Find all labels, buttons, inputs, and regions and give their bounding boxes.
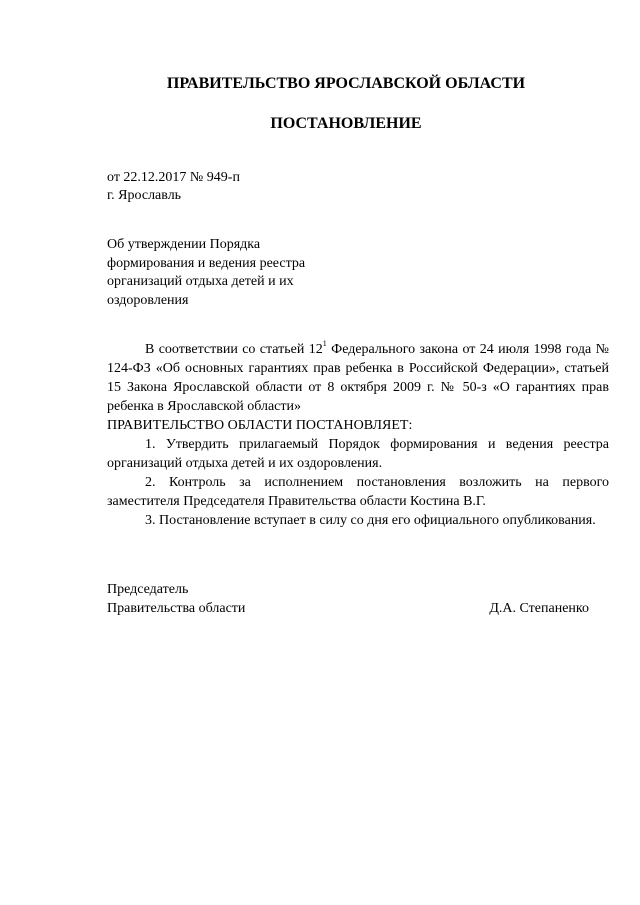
decree-item-3: 3. Постановление вступает в силу со дня его официального опубликования. — [145, 513, 596, 528]
decree-item-2: 2. Контроль за исполнением постановления возложить на первого заместителя Председателя Правительства области Костина В.Г. — [107, 475, 609, 509]
document-date-number: от 22.12.2017 № 949-п — [107, 170, 240, 185]
signatory-title-line1: Председатель — [107, 582, 189, 597]
preamble-paragraph — [107, 340, 609, 416]
document-city: г. Ярославль — [107, 188, 182, 203]
signature-block — [107, 580, 589, 618]
subject-line: оздоровления — [107, 292, 189, 308]
decree-item-1: 1. Утвердить прилагаемый Порядок формирования и ведения реестра организаций отдыха детей и их оздоровления. — [107, 437, 609, 471]
signatory-title-line2: Правительства области — [107, 601, 246, 616]
article-superscript: 1 — [322, 339, 327, 349]
subject-line: формирования и ведения реестра — [107, 255, 306, 271]
document-type-heading: ПОСТАНОВЛЕНИЕ — [270, 115, 422, 132]
subject-line: организаций отдыха детей и их — [107, 274, 294, 289]
preamble-text-end: Федерального закона от 24 июля 1998 года № 124-ФЗ «Об основных гарантиях прав ребенка в Российской Федерации», статьей 15 Закона Ярославской области от 8 октября 2009 г. № 50-з «О гарантиях прав ребенка в Ярославской области» — [107, 342, 609, 414]
preamble-text-start: В соответствии со статьей 12 — [145, 342, 323, 357]
subject-line: Об утверждении Порядка — [107, 237, 261, 252]
document-subject — [107, 236, 347, 310]
document-body — [107, 340, 609, 530]
government-heading: ПРАВИТЕЛЬСТВО ЯРОСЛАВСКОЙ ОБЛАСТИ — [166, 75, 526, 92]
decree-line: ПРАВИТЕЛЬСТВО ОБЛАСТИ ПОСТАНОВЛЯЕТ: — [107, 418, 413, 433]
signature-row — [107, 599, 589, 618]
signatory-name: Д.А. Степаненко — [489, 601, 589, 616]
